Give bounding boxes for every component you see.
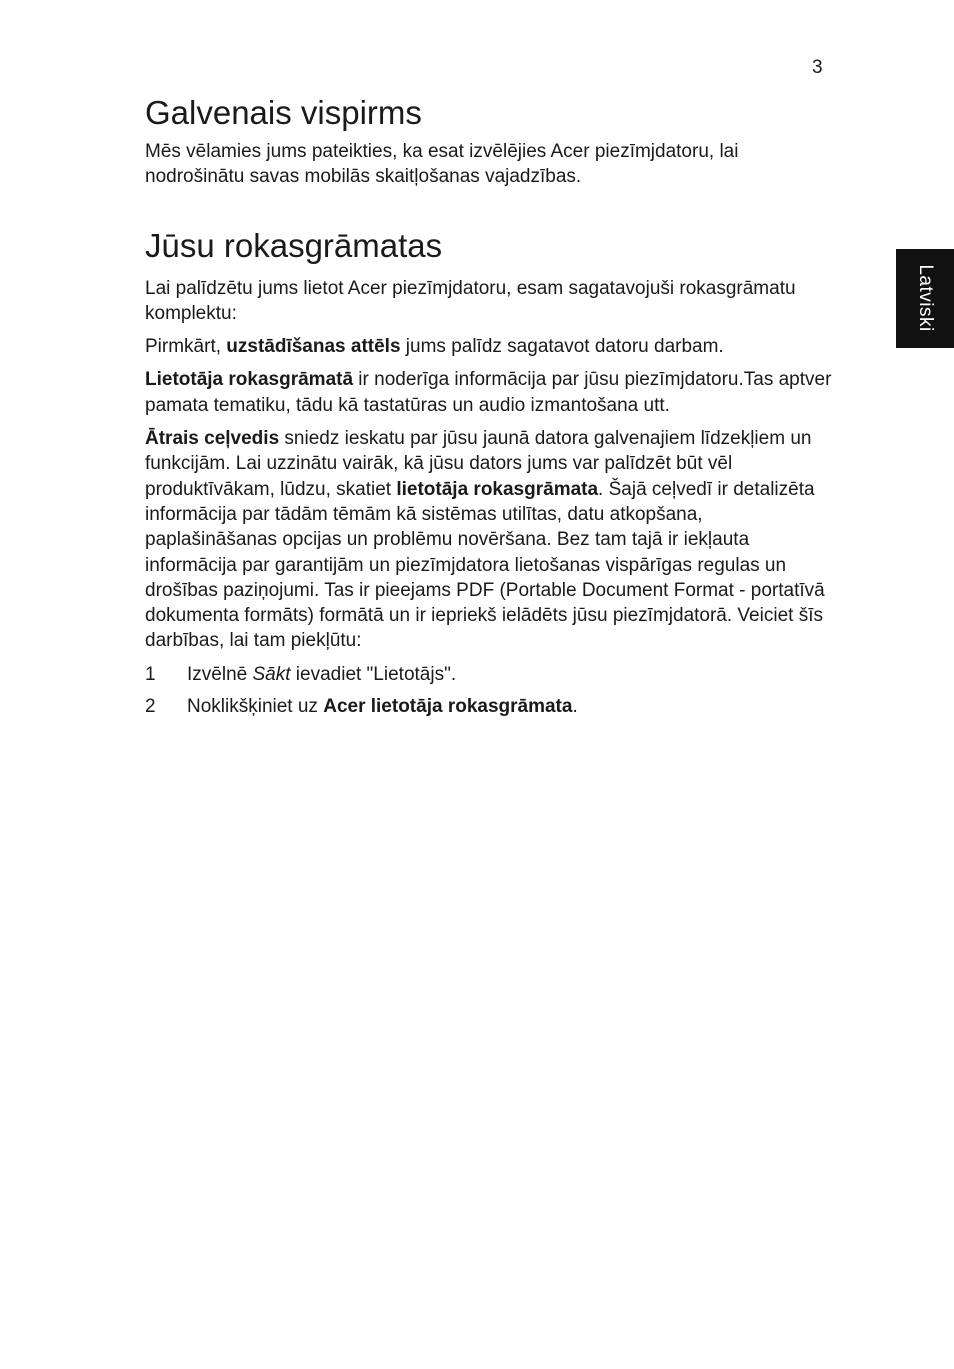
quick-guide-paragraph xyxy=(145,426,835,654)
text-span: Noklikšķiniet uz xyxy=(187,696,324,718)
step-number: 1 xyxy=(145,663,156,685)
step-text xyxy=(187,662,456,687)
bold-term-user-guide: Lietotāja rokasgrāmatā xyxy=(145,369,354,391)
heading-rokasgramatas: Jūsu rokasgrāmatas xyxy=(145,226,443,264)
step-text xyxy=(187,694,578,719)
text-span: . xyxy=(572,696,578,718)
italic-term-start: Sākt xyxy=(252,663,291,685)
text-span: Izvēlnē xyxy=(187,663,253,685)
page-number: 3 xyxy=(812,57,823,78)
bold-term-setup-poster: uzstādīšanas attēls xyxy=(226,336,401,358)
manuals-intro-paragraph: Lai palīdzētu jums lietot Acer piezīmjdatoru, esam sagatavojuši rokasgrāmatu komplektu: xyxy=(145,277,796,324)
text-span: jums palīdz sagatavot datoru darbam. xyxy=(400,336,724,358)
bold-term-acer-user-guide: Acer lietotāja rokasgrāmata xyxy=(323,696,573,718)
list-item xyxy=(145,694,835,719)
text-span: ir noderīga informācija par jūsu piezīmjdatoru.Tas aptver pamata tematiku, tādu kā tastatūras un audio izmantošana utt. xyxy=(145,369,832,416)
step-number: 2 xyxy=(145,696,156,718)
text-span: . Šajā ceļvedī ir detalizēta informācija par tādām tēmām kā sistēmas utilītas, datu atkopšana, paplašināšanas opcijas un problēmu novēršana. Bez tam tajā ir iekļauta informācija par garantijām un piezīmjdatora lietošanas vispārīgas regulas un drošības paziņojumi. Tas ir pieejams PDF (Portable Document Format - portatīvā dokumenta formāts) formātā un ir iepriekš ielādēts jūsu piezīmjdatorā. Veiciet šīs darbības, lai tam piekļūtu: xyxy=(145,478,825,652)
main-content xyxy=(145,93,835,726)
text-span: sniedz ieskatu par jūsu jaunā datora galvenajiem līdzekļiem un funkcijām. Lai uzzinātu vairāk, kā jūsu dators jums var palīdzēt būt vēl produktīvākam, lūdzu, skatiet xyxy=(145,428,812,500)
text-span: ievadiet "Lietotājs". xyxy=(290,663,457,685)
intro-paragraph: Mēs vēlamies jums pateikties, ka esat izvēlējies Acer piezīmjdatoru, lai nodrošinātu savas mobilās skaitļošanas vajadzības. xyxy=(145,141,739,188)
bold-term-user-manual: lietotāja rokasgrāmata xyxy=(396,478,599,500)
steps-list xyxy=(145,662,835,720)
setup-poster-paragraph xyxy=(145,334,835,359)
language-tab xyxy=(896,249,954,348)
text-span: Pirmkārt, xyxy=(145,336,227,358)
heading-galvenais-vispirms: Galvenais vispirms xyxy=(145,94,422,131)
list-item xyxy=(145,662,835,687)
bold-term-quick-guide: Ātrais ceļvedis xyxy=(145,428,280,450)
language-tab-label: Latviski xyxy=(915,264,936,332)
user-guide-paragraph xyxy=(145,367,835,418)
